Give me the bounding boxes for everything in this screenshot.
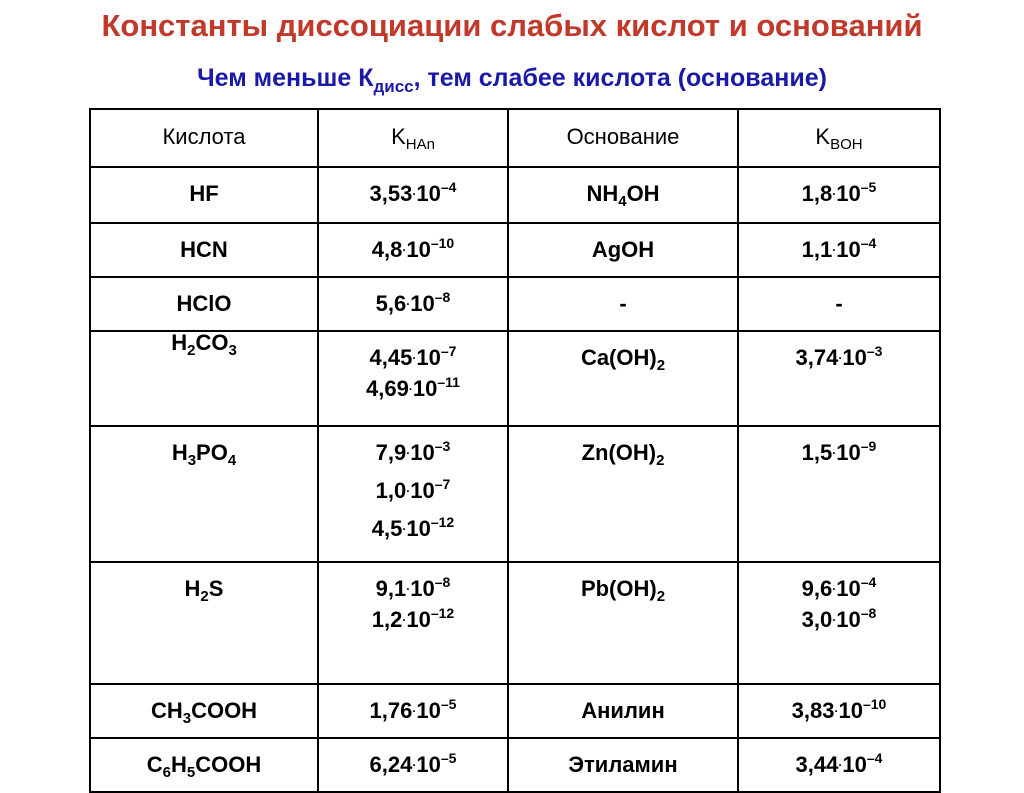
cell-k-base: [738, 738, 940, 792]
multiply-dot: ·: [402, 522, 407, 536]
formula-text: COOH: [195, 752, 262, 777]
constant-base-ten: 10: [416, 752, 441, 777]
k-acid-values: [319, 168, 507, 214]
cell-k-base: [738, 426, 940, 562]
constant-exponent: –7: [434, 476, 451, 492]
constant-base-ten: 10: [836, 237, 861, 262]
acid-formula: [91, 427, 317, 469]
formula-text: S: [208, 576, 224, 601]
formula-subscript: 2: [200, 588, 209, 605]
cell-k-base: [738, 277, 940, 331]
constant-base-ten: 10: [838, 698, 863, 723]
k-base-subscript: BOH: [830, 136, 863, 153]
formula-text: PO: [196, 440, 228, 465]
multiply-dot: ·: [412, 351, 417, 365]
k-base-values: [739, 739, 939, 785]
cell-k-base: [738, 167, 940, 223]
formula-text: HCN: [180, 237, 228, 262]
k-base-value: [739, 235, 939, 270]
constant-exponent: –11: [437, 374, 460, 390]
base-formula: [509, 685, 737, 722]
formula-subscript: 4: [618, 193, 627, 210]
page-subtitle: [0, 62, 1024, 94]
k-acid-subscript: HAn: [405, 136, 435, 153]
cell-base: [508, 277, 738, 331]
formula-subscript: 4: [227, 452, 237, 469]
k-base-values: [739, 332, 939, 378]
multiply-dot: ·: [832, 243, 837, 257]
multiply-dot: ·: [832, 187, 837, 201]
acid-formula: [91, 739, 317, 781]
formula-subscript: 2: [187, 342, 196, 359]
cell-base: [508, 223, 738, 277]
base-formula: [509, 332, 737, 374]
multiply-dot: ·: [406, 297, 411, 311]
constant-mantissa: 1,1: [801, 237, 833, 262]
constant-base-ten: 10: [410, 440, 435, 465]
constant-base-ten: 10: [410, 478, 435, 503]
formula-subscript: 2: [656, 357, 666, 374]
formula-text: NH: [586, 181, 619, 206]
k-acid-value: [319, 476, 507, 518]
cell-k-acid: [318, 223, 508, 277]
constant-base-ten: 10: [416, 181, 441, 206]
constant-base-ten: 10: [406, 237, 431, 262]
multiply-dot: ·: [838, 351, 843, 365]
k-base-value: -: [835, 291, 843, 316]
multiply-dot: ·: [412, 758, 417, 772]
constant-mantissa: 3,0: [801, 607, 833, 632]
cell-acid: [90, 331, 318, 426]
constant-exponent: –12: [430, 605, 455, 621]
k-acid-value: [319, 289, 507, 324]
cell-k-acid: [318, 426, 508, 562]
constant-mantissa: 1,0: [375, 478, 407, 503]
constant-exponent: –3: [434, 438, 451, 454]
k-acid-values: [319, 563, 507, 640]
constant-mantissa: 7,9: [375, 440, 407, 465]
formula-subscript: 3: [228, 342, 237, 359]
formula-subscript: 3: [182, 710, 192, 727]
k-acid-values: [319, 685, 507, 731]
k-acid-values: [319, 739, 507, 785]
formula-text: C: [146, 752, 163, 777]
constant-exponent: –4: [866, 750, 883, 766]
constant-base-ten: 10: [842, 752, 867, 777]
formula-text: OH: [626, 181, 660, 206]
multiply-dot: ·: [402, 243, 407, 257]
table-row: [90, 738, 940, 792]
formula-text: Этиламин: [568, 752, 678, 777]
constant-exponent: –10: [862, 696, 887, 712]
cell-k-base: [738, 331, 940, 426]
dissociation-constants-table: [89, 108, 941, 793]
constant-exponent: –4: [860, 574, 877, 590]
k-base-values: [739, 685, 939, 731]
constant-mantissa: 6,24: [369, 752, 413, 777]
constant-base-ten: 10: [416, 345, 441, 370]
column-header-acid: [90, 109, 318, 167]
acid-formula: [91, 330, 317, 359]
formula-text: HF: [189, 181, 219, 206]
acid-formula: [91, 563, 317, 605]
formula-text: AgOH: [591, 237, 655, 262]
k-base-symbol: K: [815, 124, 831, 149]
multiply-dot: ·: [412, 187, 417, 201]
constant-mantissa: 4,8: [371, 237, 403, 262]
formula-subscript: 3: [187, 452, 197, 469]
constant-exponent: –8: [434, 289, 451, 305]
constant-exponent: –3: [866, 343, 883, 359]
cell-k-base: [738, 562, 940, 684]
page-title: Константы диссоциации слабых кислот и оснований: [101, 8, 923, 43]
k-acid-values: [319, 224, 507, 270]
k-acid-values: [319, 332, 507, 409]
constant-exponent: –5: [440, 696, 457, 712]
constant-base-ten: 10: [836, 576, 861, 601]
base-formula: [509, 168, 737, 210]
cell-acid: [90, 167, 318, 223]
constant-mantissa: 4,69: [366, 376, 409, 401]
k-base-values: [739, 563, 939, 640]
k-acid-value: [319, 750, 507, 785]
cell-acid: [90, 738, 318, 792]
subtitle-text-start: Чем меньше К: [197, 64, 374, 92]
k-base-values: [739, 427, 939, 473]
k-base-values: [739, 224, 939, 270]
cell-k-acid: [318, 167, 508, 223]
acid-formula: [91, 278, 317, 315]
constant-mantissa: 1,2: [371, 607, 403, 632]
cell-acid: [90, 426, 318, 562]
multiply-dot: ·: [406, 484, 411, 498]
k-acid-value: [319, 438, 507, 480]
cell-acid: [90, 684, 318, 738]
multiply-dot: ·: [406, 582, 411, 596]
formula-text: Pb(OH): [580, 576, 657, 601]
constant-exponent: –10: [430, 235, 455, 251]
formula-text: H: [171, 440, 188, 465]
formula-subscript: 6: [162, 764, 171, 781]
constant-exponent: –9: [860, 438, 877, 454]
cell-base: [508, 738, 738, 792]
k-acid-values: [319, 278, 507, 324]
constant-base-ten: 10: [416, 698, 441, 723]
k-acid-value: [319, 696, 507, 731]
formula-text: -: [619, 291, 627, 316]
cell-base: [508, 562, 738, 684]
k-acid-values: [319, 427, 507, 556]
constant-mantissa: 3,83: [791, 698, 835, 723]
multiply-dot: ·: [834, 704, 839, 718]
constant-mantissa: 9,6: [801, 576, 833, 601]
acid-formula: [91, 224, 317, 261]
constant-exponent: –4: [860, 235, 877, 251]
cell-k-base: [738, 223, 940, 277]
formula-text: COOH: [191, 698, 258, 723]
k-base-values: [739, 168, 939, 214]
constant-base-ten: 10: [410, 291, 435, 316]
table-row: [90, 562, 940, 684]
formula-text: H: [171, 752, 187, 777]
k-base-values: [739, 278, 939, 315]
cell-k-base: [738, 684, 940, 738]
cell-k-acid: [318, 277, 508, 331]
subtitle-subscript: дисс: [373, 77, 414, 96]
column-header-k-base: [738, 109, 940, 167]
cell-base: [508, 331, 738, 426]
constant-exponent: –5: [860, 179, 877, 195]
constant-exponent: –12: [430, 514, 455, 530]
subtitle-text-end: , тем слабее кислота (основание): [413, 64, 827, 92]
constant-mantissa: 5,6: [375, 291, 407, 316]
k-base-value: [739, 343, 939, 378]
cell-k-acid: [318, 562, 508, 684]
constant-exponent: –8: [860, 605, 877, 621]
constant-base-ten: 10: [836, 181, 861, 206]
constant-mantissa: 3,44: [795, 752, 839, 777]
cell-base: [508, 167, 738, 223]
base-formula: [509, 563, 737, 605]
formula-subscript: 5: [186, 764, 196, 781]
constant-exponent: –5: [440, 750, 457, 766]
constant-mantissa: 3,53: [369, 181, 413, 206]
constant-exponent: –4: [440, 179, 457, 195]
formula-text: CO: [195, 330, 229, 355]
cell-acid: [90, 562, 318, 684]
k-acid-value: [319, 179, 507, 214]
constant-base-ten: 10: [836, 607, 861, 632]
formula-subscript: 2: [656, 588, 666, 605]
table-row: [90, 426, 940, 562]
constant-base-ten: 10: [836, 440, 861, 465]
base-formula: [509, 224, 737, 261]
base-formula: [509, 739, 737, 776]
multiply-dot: ·: [832, 613, 837, 627]
constant-mantissa: 1,8: [801, 181, 833, 206]
column-header-acid-label: Кислота: [162, 124, 246, 149]
cell-base: [508, 426, 738, 562]
k-acid-value: [319, 374, 507, 409]
formula-text: Ca(OH): [580, 345, 657, 370]
k-base-value: [739, 574, 939, 609]
table-row: [90, 223, 940, 277]
column-header-base-label: Основание: [566, 124, 680, 149]
multiply-dot: ·: [412, 704, 417, 718]
acid-formula: [91, 685, 317, 727]
cell-base: [508, 684, 738, 738]
table-row: [90, 684, 940, 738]
constant-mantissa: 4,5: [371, 516, 403, 541]
k-acid-value: [319, 574, 507, 609]
formula-text: H: [171, 330, 188, 355]
constant-base-ten: 10: [406, 516, 431, 541]
k-base-value: [739, 605, 939, 640]
multiply-dot: ·: [832, 582, 837, 596]
k-acid-value: [319, 605, 507, 640]
constant-base-ten: 10: [842, 345, 867, 370]
formula-text: CH: [150, 698, 183, 723]
acid-formula: [91, 168, 317, 205]
cell-acid: [90, 277, 318, 331]
k-acid-value: [319, 235, 507, 270]
constant-base-ten: 10: [412, 376, 438, 401]
cell-acid: [90, 223, 318, 277]
constant-mantissa: 1,76: [369, 698, 413, 723]
cell-k-acid: [318, 738, 508, 792]
k-base-value: [739, 438, 939, 473]
constant-mantissa: 9,1: [375, 576, 407, 601]
table-row: [90, 331, 940, 426]
table-body: [90, 167, 940, 792]
constant-exponent: –8: [434, 574, 451, 590]
cell-k-acid: [318, 684, 508, 738]
k-base-value: [739, 750, 939, 785]
formula-text: Zn(OH): [581, 440, 657, 465]
base-formula: [509, 427, 737, 469]
formula-text: H: [184, 576, 201, 601]
column-header-base: [508, 109, 738, 167]
constant-base-ten: 10: [410, 576, 435, 601]
table-row: [90, 277, 940, 331]
multiply-dot: ·: [832, 446, 837, 460]
multiply-dot: ·: [402, 613, 407, 627]
formula-subscript: 2: [656, 452, 665, 469]
cell-k-acid: [318, 331, 508, 426]
constant-mantissa: 1,5: [801, 440, 833, 465]
multiply-dot: ·: [408, 382, 413, 396]
constant-mantissa: 3,74: [795, 345, 839, 370]
table-row: [90, 167, 940, 223]
k-base-value: [739, 179, 939, 214]
k-base-value: [739, 696, 939, 731]
base-formula: [509, 278, 737, 315]
constant-mantissa: 4,45: [369, 345, 413, 370]
formula-text: Анилин: [581, 698, 665, 723]
constant-base-ten: 10: [406, 607, 431, 632]
k-acid-value: [319, 514, 507, 556]
multiply-dot: ·: [838, 758, 843, 772]
k-acid-symbol: K: [391, 124, 406, 149]
constant-exponent: –7: [440, 343, 457, 359]
formula-text: HClO: [176, 291, 232, 316]
table-header-row: [90, 109, 940, 167]
k-acid-value: [319, 343, 507, 378]
multiply-dot: ·: [406, 446, 411, 460]
column-header-k-acid: [318, 109, 508, 167]
